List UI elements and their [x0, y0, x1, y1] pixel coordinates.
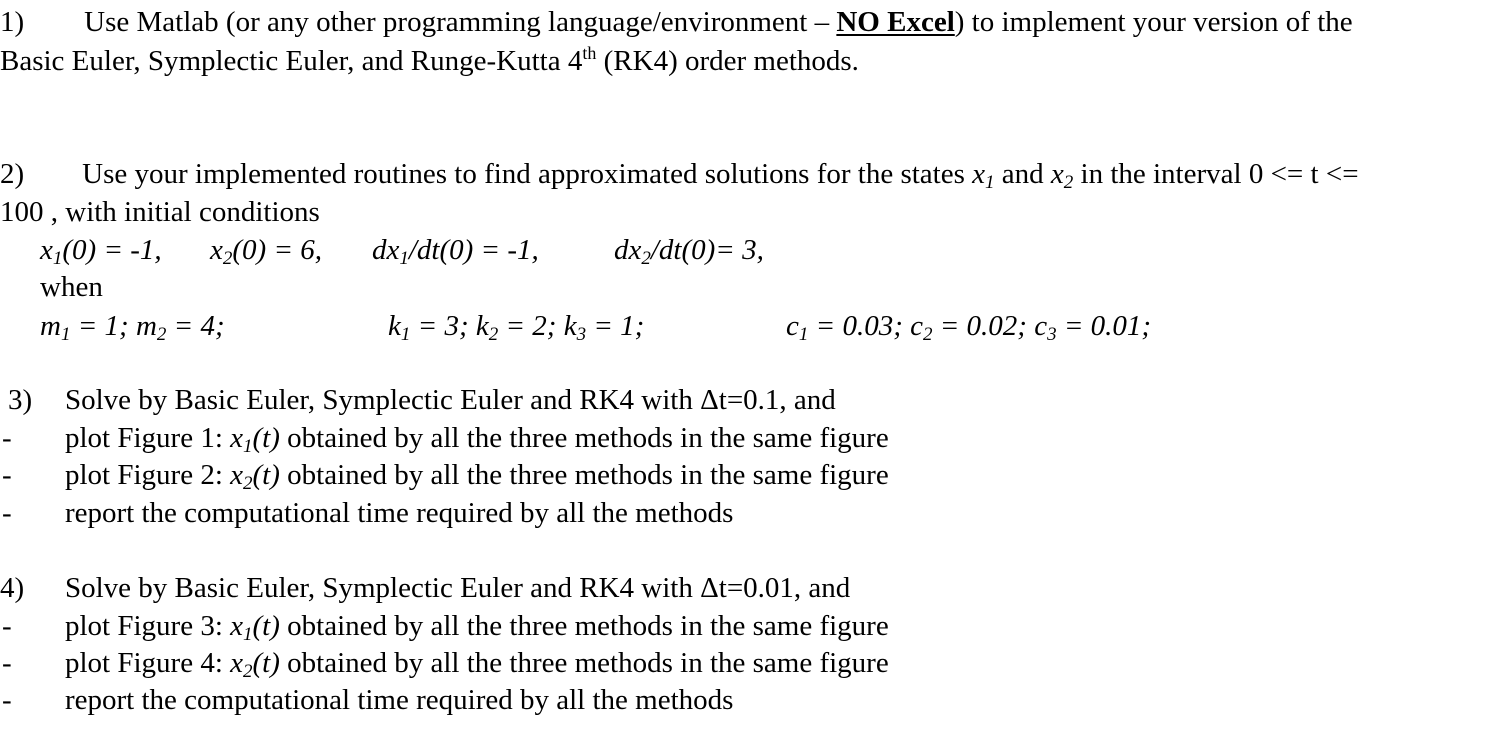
q3-intro: Solve by Basic Euler, Symplectic Euler and RK4 with Δt=0.1, and: [65, 384, 836, 416]
q1-number: 1): [0, 6, 25, 38]
q2-number: 2): [0, 158, 25, 190]
q3-number: 3): [8, 384, 33, 416]
q3-bullet-2: plot Figure 2: $x_2(t)$ obtained by all the three methods in the same figure: [65, 459, 889, 494]
q4-dash-1: -: [2, 610, 12, 642]
q1-line-2: Basic Euler, Symplectic Euler, and Runge-Kutta 4th (RK4) order methods.: [0, 43, 859, 77]
q2-line-2: 100 , with initial conditions: [0, 196, 320, 228]
q2-masses: $m_1 = 1$; $m_2 = 4$;: [40, 310, 225, 345]
q1-text-a: Use Matlab (or any other programming language/environment –: [84, 6, 837, 38]
q4-bullet-2: plot Figure 4: $x_2(t)$ obtained by all the three methods in the same figure: [65, 647, 889, 682]
q3-bullet-1: plot Figure 1: $x_1(t)$ obtained by all the three methods in the same figure: [65, 422, 889, 457]
q4-dash-2: -: [2, 647, 12, 679]
q2-dampers: $c_1 = 0.03$; $c_2 = 0.02$; $c_3 = 0.01$;: [786, 310, 1152, 345]
q2-ic-x2: $x_2(0) = 6$,: [210, 234, 323, 269]
q1-line-1: [0, 8, 1353, 37]
q4-bullet-1: plot Figure 3: $x_1(t)$ obtained by all the three methods in the same figure: [65, 610, 889, 645]
q4-bullet-3: report the computational time required by all the methods: [65, 684, 734, 716]
q2-ic-dx1: $dx_1/dt(0) = -1$,: [372, 234, 539, 269]
q4-intro: Solve by Basic Euler, Symplectic Euler and RK4 with Δt=0.01, and: [65, 572, 851, 604]
q1-text-b: ) to implement your version of the: [954, 6, 1353, 38]
q3-dash-1: -: [2, 422, 12, 454]
q2-ic-dx2: $dx_2/dt(0)= 3$,: [614, 234, 764, 269]
q1-no-excel: NO Excel: [836, 6, 955, 38]
q4-dash-3: -: [2, 684, 12, 716]
q3-dash-2: -: [2, 459, 12, 491]
q2-line-1: 2) Use your implemented routines to find approximated solutions for the states $x_1$ and $x_2$ in the interval 0 <= t <=: [0, 158, 1359, 193]
q2-springs: $k_1 = 3$; $k_2 = 2$; $k_3 = 1$;: [388, 310, 645, 345]
q3-dash-3: -: [2, 497, 12, 529]
q2-when: when: [40, 271, 103, 303]
q2-ic-x1: $x_1(0) = -1$,: [40, 234, 162, 269]
q3-bullet-3: report the computational time required by all the methods: [65, 497, 734, 529]
q4-number: 4): [0, 572, 25, 604]
